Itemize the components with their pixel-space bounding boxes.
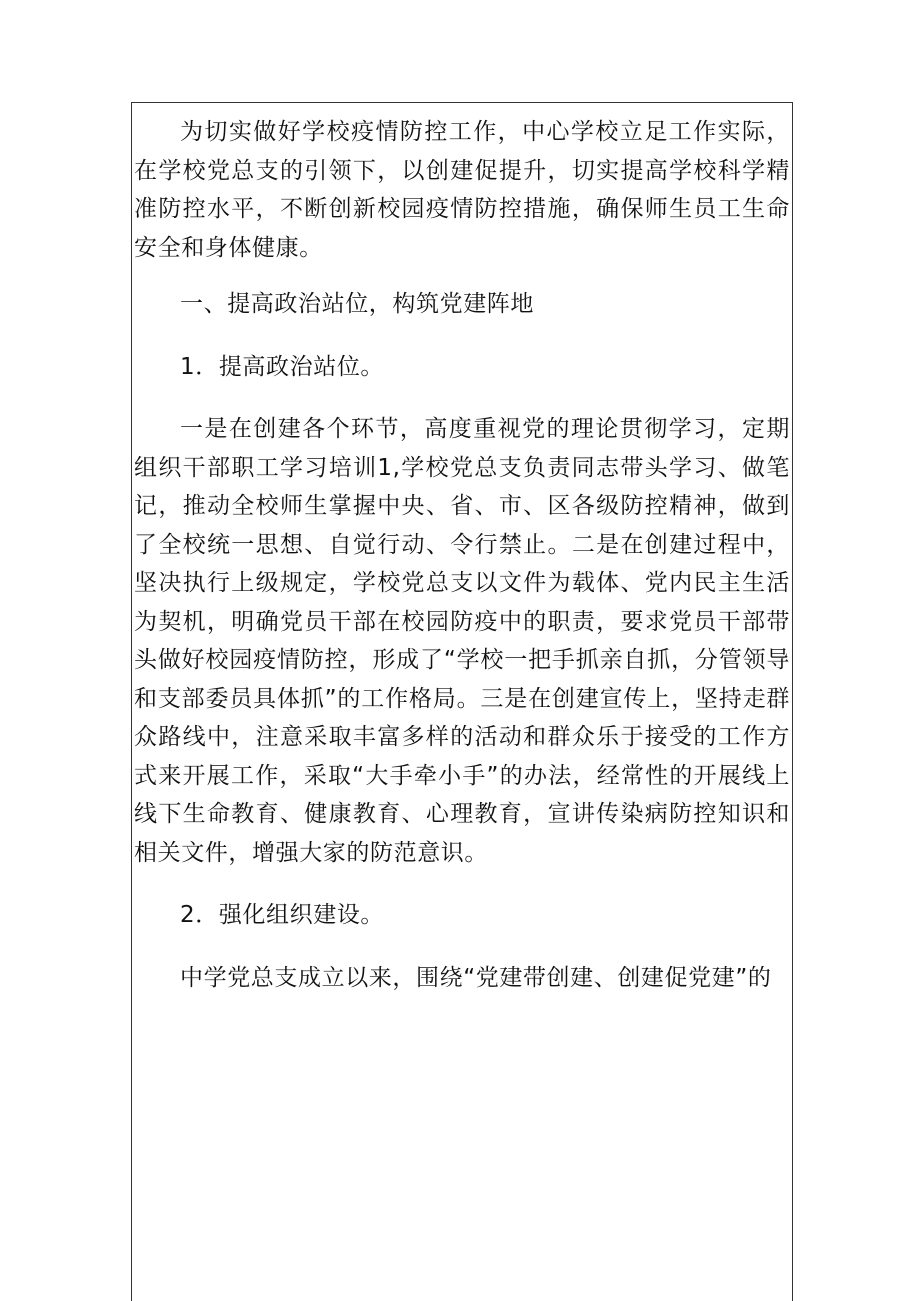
subsection-heading-2: 2．强化组织建设。 — [180, 902, 385, 928]
document-body — [134, 113, 790, 997]
body-paragraph-1: 一是在创建各个环节，高度重视党的理论贯彻学习，定期组织干部职工学习培训1,学校党总支负责同志带头学习、做笔记，推动全校师生掌握中央、省、市、区各级防控精神，做到了全校统一思想、自觉行动、令行禁止。二是在创建过程中，坚决执行上级规定，学校党总支以文件为载体、党内民主生活为契机，明确党员干部在校园防疫中的职责，要求党员干部带头做好校园疫情防控，形成了“学校一把手抓亲自抓，分管领导和支部委员具体抓”的工作格局。三是在创建宣传上，坚持走群众路线中，注意采取丰富多样的活动和群众乐于接受的工作方式来开展工作，采取“大手牵小手”的办法，经常性的开展线上线下生命教育、健康教育、心理教育，宣讲传染病防控知识和相关文件，增强大家的防范意识。 — [134, 416, 790, 866]
subsection-heading-1: 1．提高政治站位。 — [180, 353, 385, 380]
body-paragraph-2: 中学党总支成立以来，围绕“党建带创建、创建促党建”的 — [180, 964, 772, 991]
intro-paragraph: 为切实做好学校疫情防控工作，中心学校立足工作实际，在学校党总支的引领下，以创建促提升，切实提高学校科学精准防控水平，不断创新校园疫情防控措施，确保师生员工生命安全和身体健康。 — [134, 119, 790, 261]
section-heading-1: 一、提高政治站位，构筑党建阵地 — [180, 291, 534, 317]
